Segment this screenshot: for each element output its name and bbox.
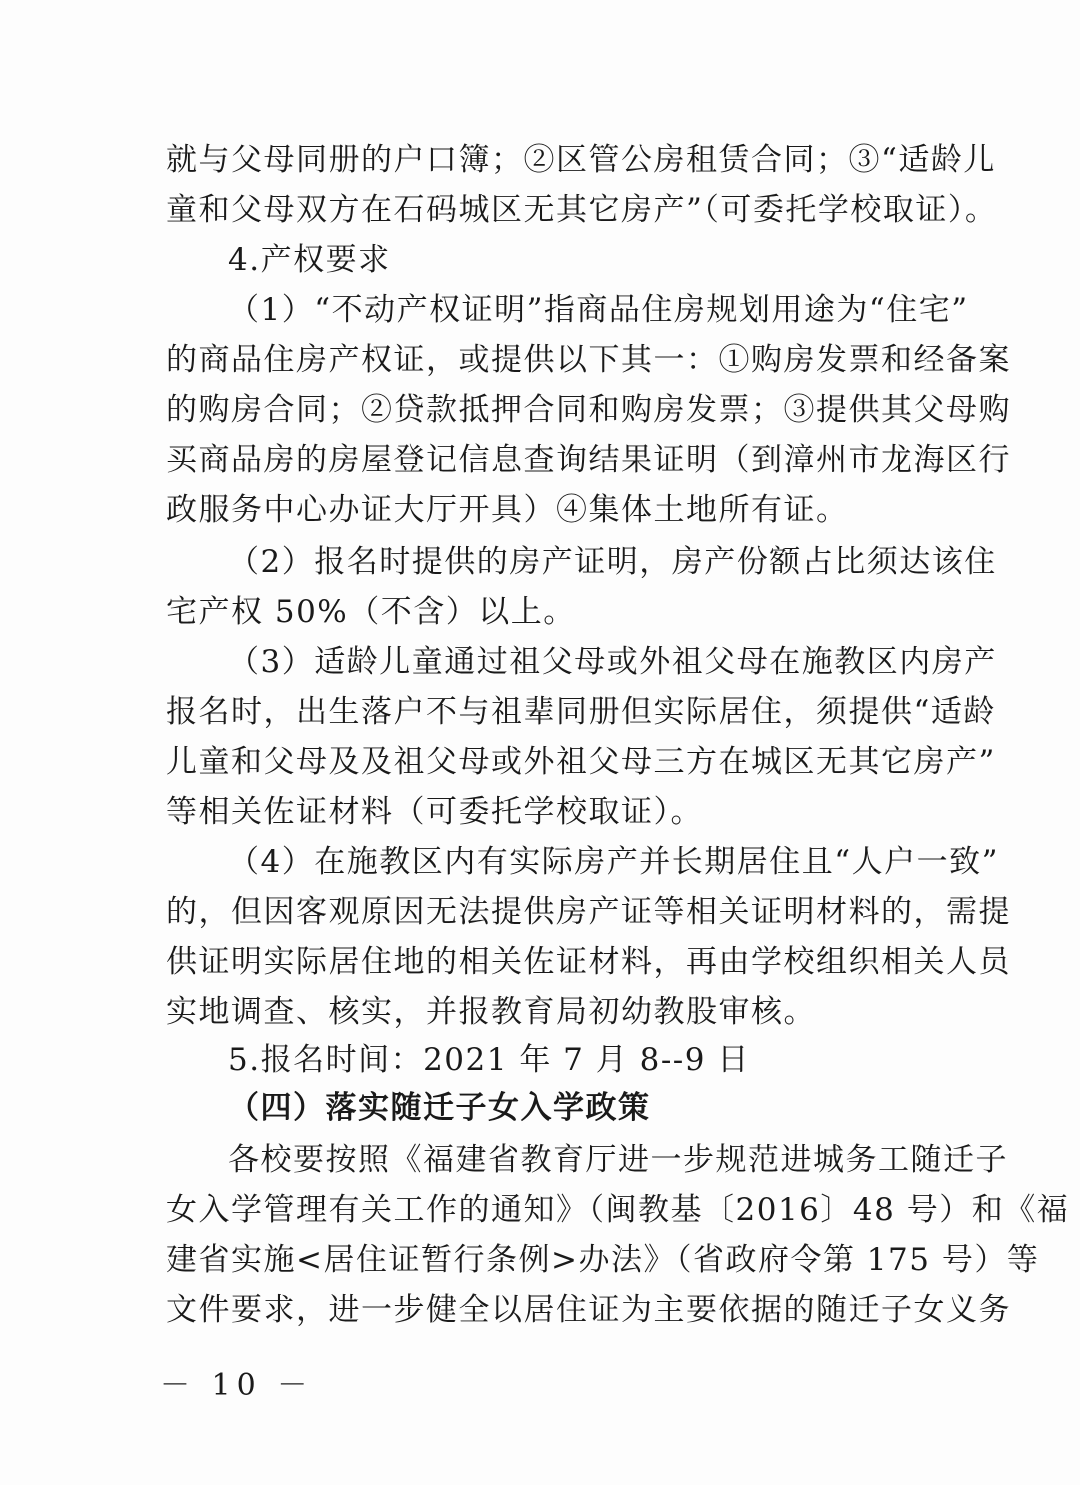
text-line-13: 儿童和父母及及祖父母或外祖父母三方在城区无其它房产” [166,744,996,780]
text-line-2: 童和父母双方在石码城区无其它房产”（可委托学校取证）。 [166,192,998,228]
text-line-9: （2）报名时提供的房产证明，房产份额占比须达该住 [228,544,997,580]
text-line-23: 建省实施<居住证暂行条例>办法》（省政府令第 175 号）等 [166,1242,1040,1278]
text-line-24: 文件要求，进一步健全以居住证为主要依据的随迁子女义务 [166,1292,1011,1328]
section-heading-migrant-children: （四）落实随迁子女入学政策 [228,1090,651,1126]
text-line-21: 各校要按照《福建省教育厅进一步规范进城务工随迁子 [228,1142,1008,1178]
section-heading-property: 4.产权要求 [228,242,391,278]
text-line-1: 就与父母同册的户口簿；②区管公房租赁合同；③“适龄儿 [166,142,996,178]
text-line-6: 的购房合同；②贷款抵押合同和购房发票；③提供其父母购 [166,392,1011,428]
text-line-18: 实地调查、核实，并报教育局初幼教股审核。 [166,994,816,1030]
text-line-12: 报名时，出生落户不与祖辈同册但实际居住，须提供“适龄 [166,694,996,730]
text-line-7: 买商品房的房屋登记信息查询结果证明（到漳州市龙海区行 [166,442,1011,478]
text-line-15: （4）在施教区内有实际房产并长期居住且“人户一致” [228,844,999,880]
text-line-22: 女入学管理有关工作的通知》（闽教基〔2016〕48 号）和《福 [166,1192,1070,1228]
text-line-11: （3）适龄儿童通过祖父母或外祖父母在施教区内房产 [228,644,997,680]
text-line-5: 的商品住房产权证，或提供以下其一：①购房发票和经备案 [166,342,1011,378]
text-line-17: 供证明实际居住地的相关佐证材料，再由学校组织相关人员 [166,944,1011,980]
text-line-16: 的，但因客观原因无法提供房产证等相关证明材料的，需提 [166,894,1011,930]
text-line-10: 宅产权 50%（不含）以上。 [166,594,576,630]
registration-time-line: 5.报名时间：2021 年 7 月 8--9 日 [228,1042,750,1078]
text-line-8: 政服务中心办证大厅开具）④集体土地所有证。 [166,492,849,528]
text-line-14: 等相关佐证材料（可委托学校取证）。 [166,794,703,830]
text-line-4: （1）“不动产权证明”指商品住房规划用途为“住宅” [228,292,969,328]
page-number: － 10 － [160,1368,314,1403]
